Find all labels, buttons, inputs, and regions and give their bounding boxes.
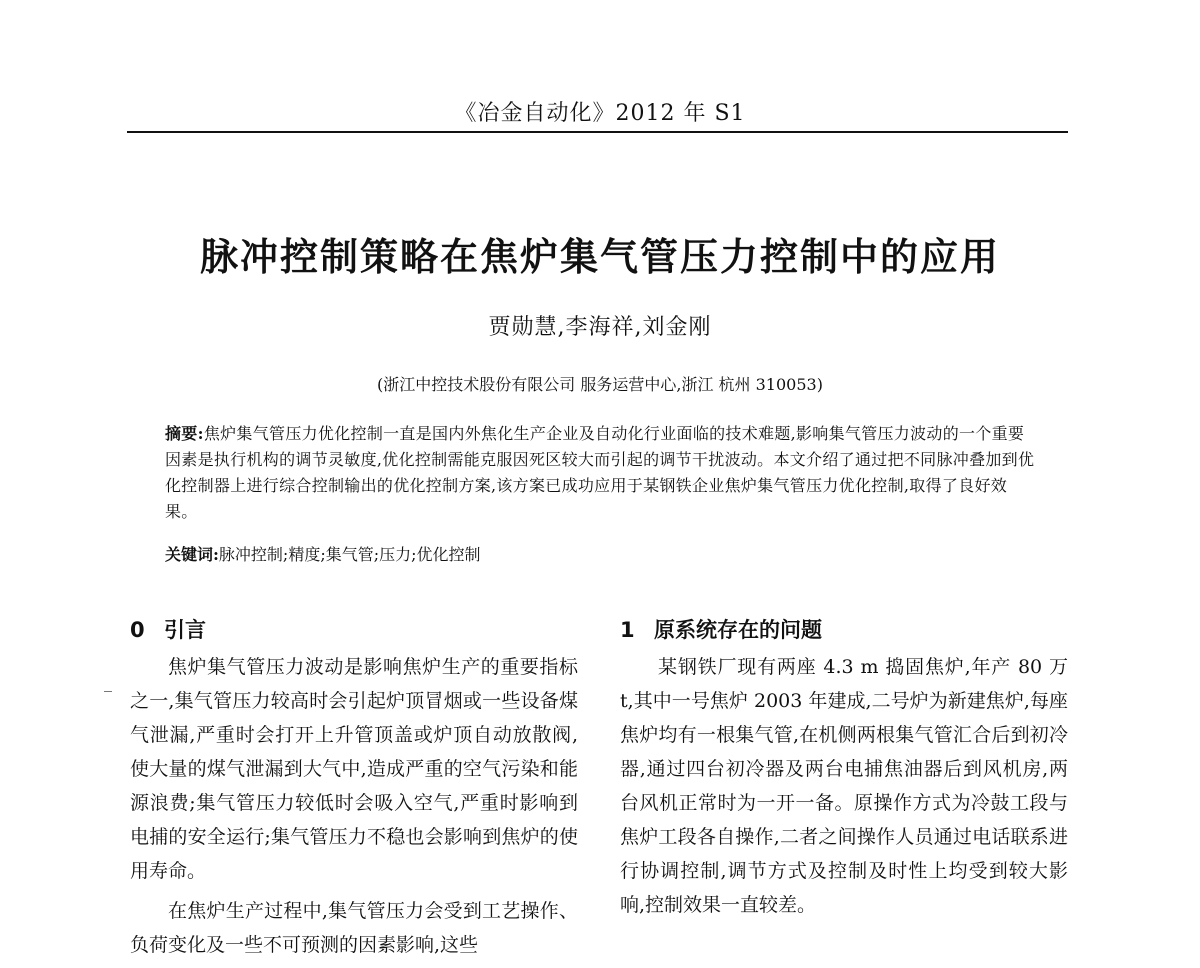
- abstract-label: 摘要:: [165, 424, 204, 443]
- abstract: [165, 421, 1035, 525]
- article-title: 脉冲控制策略在焦炉集气管压力控制中的应用: [199, 235, 1000, 279]
- section-heading-introduction: [130, 614, 206, 644]
- body-paragraph: 某钢铁厂现有两座 4.3 m 捣固焦炉,年产 80 万 t,其中一号焦炉 2003 年建成,二号炉为新建焦炉,每座焦炉均有一根集气管,在机侧两根集气管汇合后到初冷器,通过四台初冷器及两台电捕焦油器后到风机房,两台风机正常时为一开一备。原操作方式为冷鼓工段与焦炉工段各自操作,二者之间操作人员通过电话联系进行协调控制,调节方式及控制及时性上均受到较大影响,控制效果一直较差。: [620, 656, 1068, 916]
- keywords-label: 关键词:: [165, 545, 219, 564]
- right-column: [620, 650, 1068, 928]
- section-number: 0: [130, 618, 145, 642]
- section-heading-existing-problems: [620, 614, 822, 644]
- margin-mark: [104, 691, 112, 692]
- abstract-paragraph: [165, 421, 1035, 525]
- keywords-text: 脉冲控制;精度;集气管;压力;优化控制: [218, 545, 481, 564]
- section-title: 引言: [164, 618, 206, 642]
- keywords: [165, 542, 1035, 565]
- abstract-text: 焦炉集气管压力优化控制一直是国内外焦化生产企业及自动化行业面临的技术难题,影响集气管压力波动的一个重要因素是执行机构的调节灵敏度,优化控制需能克服因死区较大而引起的调节干扰波动。本文介绍了通过把不同脉冲叠加到优化控制器上进行综合控制输出的优化控制方案,该方案已成功应用于某钢铁企业焦炉集气管压力优化控制,取得了良好效果。: [165, 424, 1035, 521]
- body-paragraph: 焦炉集气管压力波动是影响焦炉生产的重要指标之一,集气管压力较高时会引起炉顶冒烟或一些设备煤气泄漏,严重时会打开上升管顶盖或炉顶自动放散阀,使大量的煤气泄漏到大气中,造成严重的空气污染和能源浪费;集气管压力较低时会吸入空气,严重时影响到电捕的安全运行;集气管压力不稳也会影响到焦炉的使用寿命。: [130, 656, 578, 882]
- running-head: 《冶金自动化》2012 年 S1: [454, 101, 746, 126]
- affiliation: (浙江中控技术股份有限公司 服务运营中心,浙江 杭州 310053): [377, 375, 823, 394]
- header-rule: [127, 131, 1068, 133]
- section-title: 原系统存在的问题: [654, 618, 822, 642]
- author-list: 贾勋慧,李海祥,刘金刚: [488, 315, 712, 340]
- left-column: [130, 650, 578, 968]
- body-paragraph: 在焦炉生产过程中,集气管压力会受到工艺操作、负荷变化及一些不可预测的因素影响,这些: [130, 900, 578, 956]
- section-number: 1: [620, 618, 635, 642]
